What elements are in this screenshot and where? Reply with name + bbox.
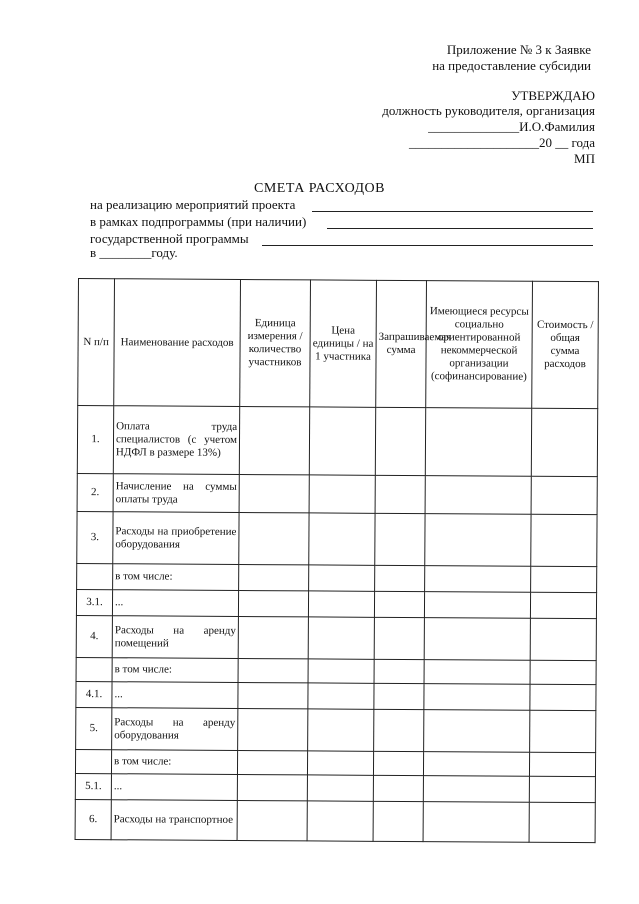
row-number: 4. xyxy=(76,615,112,657)
cell-empty xyxy=(373,801,423,841)
row-expense-name: в том числе: xyxy=(111,750,237,775)
header-expense-name: Наименование расходов xyxy=(114,279,241,407)
cell-empty xyxy=(238,682,308,708)
header-own-resources: Имеющиеся ресурсы социально ориентированной некоммерческой организации (софинансирование) xyxy=(426,281,533,409)
cell-empty xyxy=(239,406,309,474)
row-expense-name: ... xyxy=(112,590,238,617)
cell-empty xyxy=(424,710,530,753)
table-row xyxy=(77,473,597,514)
cell-empty xyxy=(237,750,307,774)
table-row xyxy=(76,681,596,710)
cell-empty xyxy=(424,592,530,619)
cell-empty xyxy=(529,802,595,842)
approval-stamp: МП xyxy=(574,151,595,166)
approval-signature-line: ______________И.О.Фамилия xyxy=(428,119,595,134)
table-row xyxy=(76,657,596,684)
cell-empty xyxy=(308,591,374,617)
cell-empty xyxy=(309,513,375,565)
cell-empty xyxy=(309,475,375,513)
cell-empty xyxy=(237,774,307,800)
row-expense-name: в том числе: xyxy=(113,564,239,591)
cell-empty xyxy=(373,775,423,801)
cell-empty xyxy=(309,565,375,591)
cell-empty xyxy=(531,514,597,566)
intro-line-state-program: государственной программы xyxy=(90,231,249,246)
cell-empty xyxy=(239,512,309,564)
row-expense-name: Расходы на транспортное xyxy=(111,800,237,841)
cell-empty xyxy=(373,751,423,775)
cell-empty xyxy=(307,751,373,775)
row-expense-name: ... xyxy=(111,774,237,801)
row-expense-name: в том числе: xyxy=(112,658,238,683)
document-title: СМЕТА РАСХОДОВ xyxy=(254,181,385,196)
cell-empty xyxy=(238,708,308,750)
header-total-cost: Стоимость / общая сумма расходов xyxy=(532,281,599,408)
row-number: 4.1. xyxy=(76,681,112,707)
intro-line-subprogram: в рамках подпрограммы (при наличии) xyxy=(90,214,307,229)
estimate-table xyxy=(75,278,599,843)
cell-empty xyxy=(237,800,307,840)
cell-empty xyxy=(423,802,529,843)
cell-empty xyxy=(531,476,597,514)
cell-empty xyxy=(374,659,424,683)
cell-empty xyxy=(375,565,425,591)
cell-empty xyxy=(308,659,374,683)
cell-empty xyxy=(425,408,531,477)
table-header-row xyxy=(78,279,599,409)
row-number: 5.1. xyxy=(75,773,111,799)
cell-empty xyxy=(239,564,309,590)
intro-line-year: в ________году. xyxy=(90,245,178,260)
cell-empty xyxy=(423,776,529,803)
fill-line xyxy=(262,245,593,246)
cell-empty xyxy=(309,407,375,475)
row-number: 2. xyxy=(77,473,113,511)
table-row xyxy=(75,773,595,802)
cell-empty xyxy=(307,801,373,841)
cell-empty xyxy=(529,776,595,802)
cell-empty xyxy=(425,566,531,593)
cell-empty xyxy=(424,618,530,661)
approval-position: должность руководителя, организация xyxy=(382,103,595,118)
row-number xyxy=(76,657,112,681)
cell-empty xyxy=(238,616,308,658)
cell-empty xyxy=(530,684,596,710)
cell-empty xyxy=(530,710,596,752)
row-number: 3. xyxy=(77,511,113,563)
cell-empty xyxy=(375,407,425,475)
table-row xyxy=(77,511,597,566)
table-row xyxy=(77,563,597,592)
row-expense-name: Расходы на аренду оборудования xyxy=(112,708,238,751)
cell-empty xyxy=(308,683,374,709)
table-row xyxy=(77,406,597,477)
row-number: 3.1. xyxy=(76,589,112,615)
cell-empty xyxy=(307,775,373,801)
cell-empty xyxy=(374,617,424,659)
row-number: 5. xyxy=(76,707,112,749)
cell-empty xyxy=(375,513,425,565)
cell-empty xyxy=(308,709,374,751)
cell-empty xyxy=(423,752,529,777)
appendix-line-2: на предоставление субсидии xyxy=(432,58,591,73)
fill-line xyxy=(312,211,593,212)
row-expense-name: Расходы на аренду помещений xyxy=(112,616,238,659)
approval-title: УТВЕРЖДАЮ xyxy=(511,88,595,103)
cell-empty xyxy=(530,592,596,618)
cell-empty xyxy=(238,658,308,682)
header-unit: Единица измерения / количество участников xyxy=(240,279,311,406)
cell-empty xyxy=(530,660,596,684)
appendix-line-1: Приложение № 3 к Заявке xyxy=(446,42,591,57)
header-requested-sum: Запрашиваемая сумма xyxy=(376,280,427,407)
cell-empty xyxy=(425,514,531,567)
approval-date-line: ____________________20 __ года xyxy=(408,135,595,150)
table-row xyxy=(75,749,595,776)
row-expense-name: Оплата труда специалистов (с учетом НДФЛ в размере 13%) xyxy=(113,406,239,475)
table-row xyxy=(75,799,595,842)
cell-empty xyxy=(374,683,424,709)
row-number: 6. xyxy=(75,799,111,839)
row-number xyxy=(77,563,113,589)
row-expense-name: Начисление на суммы оплаты труда xyxy=(113,474,239,513)
header-unit-price: Цена единицы / на 1 участника xyxy=(310,280,377,407)
cell-empty xyxy=(424,660,530,685)
cell-empty xyxy=(531,408,597,476)
cell-empty xyxy=(424,684,530,711)
row-expense-name: ... xyxy=(112,682,238,709)
row-number: 1. xyxy=(77,406,113,474)
cell-empty xyxy=(529,752,595,776)
cell-empty xyxy=(374,591,424,617)
row-expense-name: Расходы на приобретение оборудования xyxy=(113,512,239,565)
cell-empty xyxy=(375,475,425,513)
header-number: N п/п xyxy=(78,279,115,406)
table-row xyxy=(76,707,596,752)
cell-empty xyxy=(425,476,531,515)
cell-empty xyxy=(531,566,597,592)
cell-empty xyxy=(239,474,309,512)
cell-empty xyxy=(530,618,596,660)
table-row xyxy=(76,615,596,660)
cell-empty xyxy=(308,617,374,659)
row-number xyxy=(75,749,111,773)
cell-empty xyxy=(374,709,424,751)
table-row xyxy=(76,589,596,618)
cell-empty xyxy=(238,590,308,616)
fill-line xyxy=(327,228,593,229)
intro-line-project: на реализацию мероприятий проекта xyxy=(90,197,296,212)
